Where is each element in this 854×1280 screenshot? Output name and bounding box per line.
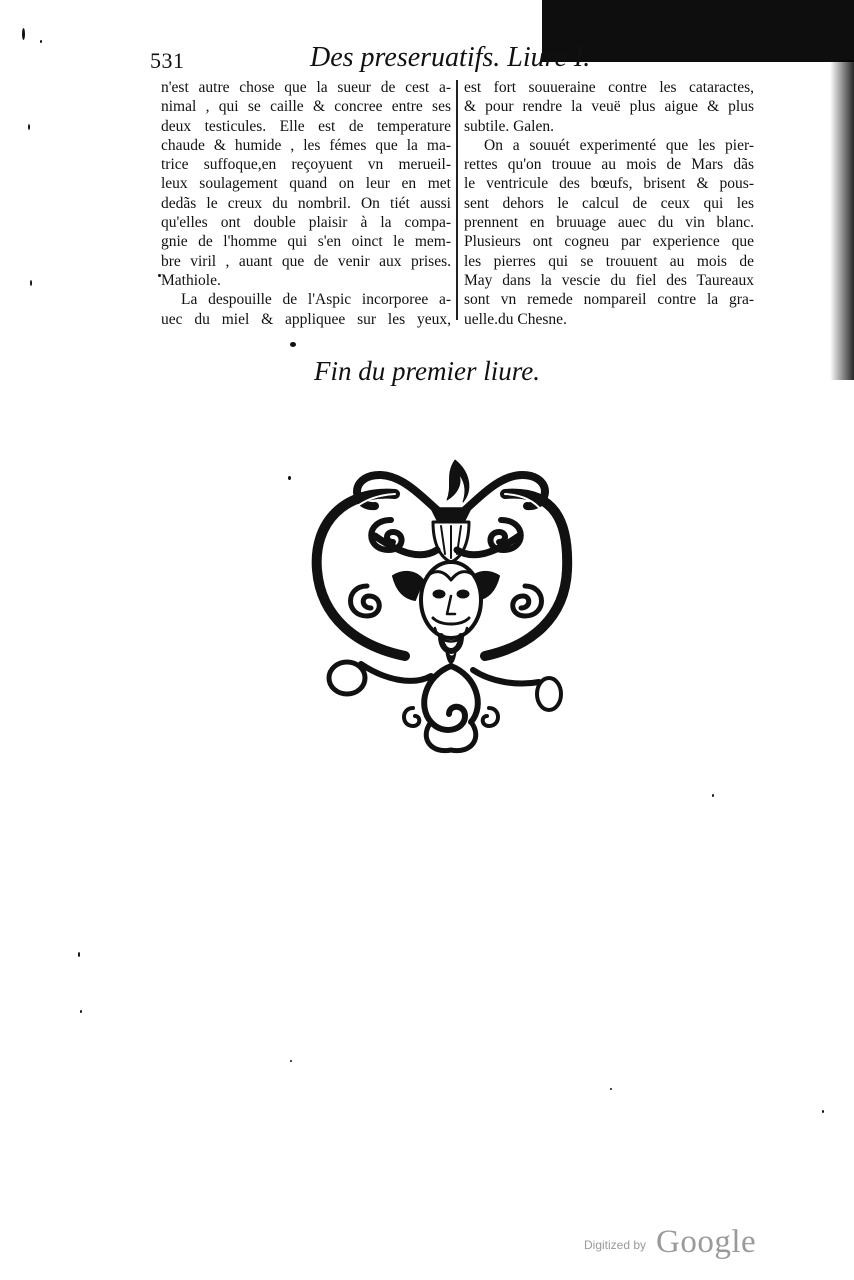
scan-speck <box>290 342 296 347</box>
scan-speck <box>22 28 25 40</box>
text-line: sent dehors le calcul de ceux qui les <box>464 194 754 212</box>
digitization-footer <box>584 1224 784 1260</box>
grotesque-mask-fleuron-icon <box>305 450 577 760</box>
text-line: sont vn remede nompareil contre la gra- <box>464 291 754 309</box>
text-line: qu'elles ont double plaisir à la compa- <box>161 214 451 232</box>
text-line: deux testicules. Elle est de temperature <box>161 117 451 135</box>
google-logo: Google <box>656 1224 757 1260</box>
left-column <box>161 78 451 329</box>
text-line: nimal , qui se caille & concree entre ses <box>161 98 451 116</box>
scan-speck <box>822 1110 824 1113</box>
right-paragraph-1 <box>464 78 754 136</box>
page-number: 531 <box>150 48 185 73</box>
running-head: Des preseruatifs. Liure I. <box>310 42 591 73</box>
scan-speck <box>290 1060 292 1062</box>
scan-speck <box>610 1088 612 1090</box>
scan-shadow-edge <box>830 60 854 380</box>
text-line: trice suffoque,en reçoyuent vn merueil- <box>161 156 451 174</box>
text-line: les pierres qui se trouuent au mois de <box>464 252 754 270</box>
text-line: le ventricule des bœufs, brisent & pous- <box>464 175 754 193</box>
scan-speck <box>80 1010 82 1013</box>
left-paragraph-1 <box>161 78 451 290</box>
left-paragraph-2 <box>161 290 451 329</box>
scan-speck <box>28 124 30 130</box>
text-line: uelle.du Chesne. <box>464 310 567 328</box>
scan-speck <box>158 274 161 277</box>
digitized-by-label: Digitized by <box>584 1238 647 1252</box>
text-line: rettes qu'on trouue au mois de Mars dãs <box>464 156 754 174</box>
text-line: n'est autre chose que la sueur de cest a- <box>161 79 451 96</box>
scan-speck <box>78 952 80 957</box>
text-line: prennent en bruuage auec du vin blanc. <box>464 214 754 232</box>
column-rule <box>456 80 458 320</box>
text-line: Plusieurs ont cogneu par experience que <box>464 233 754 251</box>
text-line: subtile. Galen. <box>464 117 554 135</box>
right-paragraph-2 <box>464 136 754 329</box>
text-line: bre viril , auant que de venir aux prises. <box>161 252 451 270</box>
text-line: & pour rendre la veuë plus aigue & plus <box>464 98 754 116</box>
scan-speck <box>40 40 42 43</box>
text-line: leux soulagement quand on leur en met <box>161 175 451 193</box>
text-line: May dans la vescie du fiel des Taureaux <box>464 271 754 289</box>
scan-speck <box>288 476 291 480</box>
text-line: Mathiole. <box>161 271 221 289</box>
end-of-book-line: Fin du premier liure. <box>314 356 540 386</box>
text-line: dedãs le creux du nombril. On tiét aussi <box>161 194 451 212</box>
scan-speck <box>712 794 714 797</box>
text-line: est fort souueraine contre les cataractes, <box>464 79 754 96</box>
text-line: On a souuét experimenté que les pier- <box>484 136 754 154</box>
text-line: gnie de l'homme qui s'en oinct le mem- <box>161 233 451 251</box>
right-column <box>464 78 754 329</box>
scan-speck <box>30 280 32 286</box>
page-header <box>148 40 608 74</box>
text-line: chaude & humide , les fémes que la ma- <box>161 136 451 154</box>
text-line: uec du miel & appliquee sur les yeux, <box>161 310 451 328</box>
text-line: La despouille de l'Aspic incorporee a- <box>181 291 451 309</box>
